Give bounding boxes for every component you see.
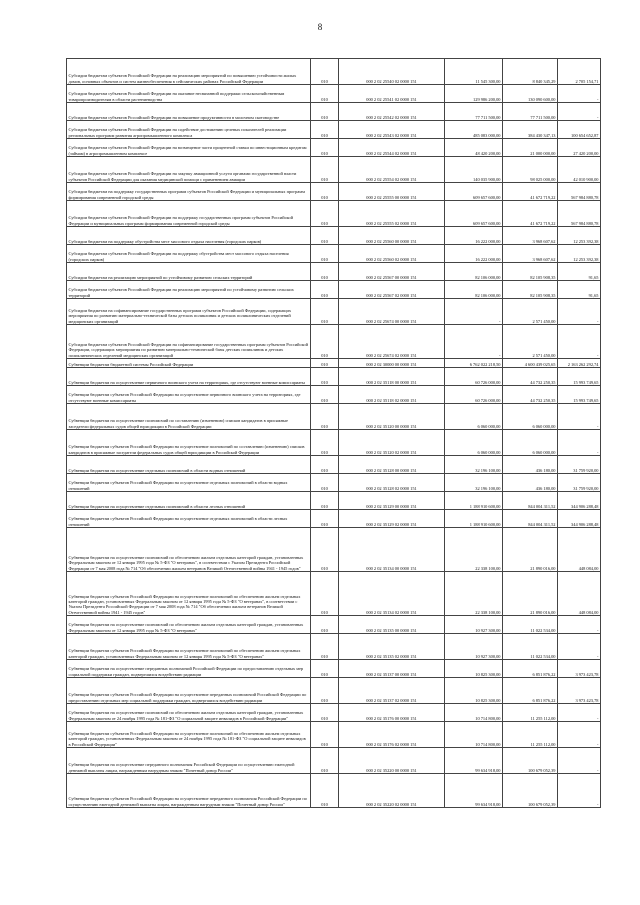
row-unexecuted-amount: 567 984 880,78	[558, 183, 601, 201]
row-approved-amount: 10 714 800,00	[445, 722, 503, 748]
table-row	[67, 634, 601, 660]
table-row	[67, 510, 601, 528]
row-name: Субсидии бюджетам на реализацию мероприятий по устойчивому развитию сельских территорий	[67, 263, 311, 281]
row-unexecuted-amount: -	[558, 616, 601, 634]
row-budget-code: 000 2 02 25544 02 0000 151	[339, 139, 445, 157]
table-row	[67, 281, 601, 299]
row-unexecuted-amount: 3 973 423,78	[558, 660, 601, 678]
row-budget-code: 000 2 02 35134 02 0000 151	[339, 572, 445, 616]
row-unexecuted-amount: 2 163 262 292,74	[558, 359, 601, 368]
table-row	[67, 139, 601, 157]
table-row	[67, 430, 601, 456]
table-row	[67, 201, 601, 227]
row-approved-amount: 82 106 000,00	[445, 263, 503, 281]
row-executed-amount: 130 090 600,00	[503, 85, 558, 103]
row-line-code: 010	[311, 85, 339, 103]
row-unexecuted-amount: 100 654 652,87	[558, 121, 601, 139]
row-line-code: 010	[311, 404, 339, 430]
row-line-code: 010	[311, 572, 339, 616]
row-budget-code: 000 2 02 25567 02 0000 151	[339, 281, 445, 299]
row-name: Субсидии бюджетам на софинансирование государственных программ субъектов Российской Федерации, содержащих мероприятия по развитию материально-технической базы детских поликлиник и детских поликлинических отделений медицинских организаций	[67, 299, 311, 325]
row-name: Субвенции бюджетам на осуществление полномочий по обеспечению жильем отдельных категорий граждан, установленных Федеральным законом от 12 января 1995 года № 5-ФЗ "О ветеранах", в соответствии с Указом Президента Российской Федерации от 7 мая 2008 года № 714 "Об обеспечении жильем ветеранов Великой Отечественной войны 1941 - 1945 годов"	[67, 528, 311, 572]
row-approved-amount: 77 711 500,00	[445, 103, 503, 121]
row-approved-amount: 48 420 200,00	[445, 139, 503, 157]
row-executed-amount: 21 890 016,00	[503, 572, 558, 616]
row-line-code: 010	[311, 281, 339, 299]
row-line-code: 010	[311, 299, 339, 325]
row-line-code: 010	[311, 201, 339, 227]
row-executed-amount: 436 180,00	[503, 456, 558, 474]
row-approved-amount: -	[445, 299, 503, 325]
row-name: Субсидии бюджетам субъектов Российской Федерации на реализацию мероприятий по устойчивому развитию сельских территорий	[67, 281, 311, 299]
row-unexecuted-amount: 15 993 749,65	[558, 368, 601, 386]
page-number: 8	[317, 22, 323, 32]
row-line-code: 010	[311, 245, 339, 263]
row-approved-amount: 6 060 000,00	[445, 430, 503, 456]
row-approved-amount: 11 545 300,00	[445, 59, 503, 85]
row-unexecuted-amount: 12 253 392,38	[558, 245, 601, 263]
row-name: Субвенции бюджетам на осуществление отдельных полномочий в области водных отношений	[67, 456, 311, 474]
row-approved-amount: 6 060 000,00	[445, 404, 503, 430]
table-row	[67, 456, 601, 474]
row-executed-amount: 21 000 000,00	[503, 139, 558, 157]
row-name: Субвенции бюджетам субъектов Российской Федерации на осуществление отдельных полномочий в области лесных отношений	[67, 510, 311, 528]
row-approved-amount: 140 035 900,00	[445, 157, 503, 183]
table-row	[67, 183, 601, 201]
row-budget-code: 000 2 02 35120 02 0000 151	[339, 430, 445, 456]
row-name: Субвенции бюджетам субъектов Российской Федерации на осуществление переданных полномочий Российской Федерации по предоставлению отдельных мер социальной поддержки граждан, подвергшихся воздействию радиации	[67, 678, 311, 704]
row-budget-code: 000 2 02 25542 02 0000 151	[339, 103, 445, 121]
table-row	[67, 157, 601, 183]
row-unexecuted-amount: 344 906 288,48	[558, 510, 601, 528]
row-line-code: 010	[311, 183, 339, 201]
row-unexecuted-amount: 42 010 900,00	[558, 157, 601, 183]
row-executed-amount: 44 732 250,35	[503, 368, 558, 386]
table-row	[67, 59, 601, 85]
row-unexecuted-amount: 31 759 920,00	[558, 456, 601, 474]
row-line-code: 010	[311, 492, 339, 510]
row-approved-amount: 10 714 800,00	[445, 704, 503, 722]
row-approved-amount: 485 083 000,00	[445, 121, 503, 139]
row-line-code: 010	[311, 227, 339, 245]
row-unexecuted-amount: 567 984 880,78	[558, 201, 601, 227]
row-name: Субсидии бюджетам субъектов Российской Федерации на содействие достижению целевых показателей реализации региональных программ развития агропромышленного комплекса	[67, 121, 311, 139]
table-row	[67, 748, 601, 774]
row-line-code: 010	[311, 368, 339, 386]
row-name: Субсидии бюджетам субъектов Российской Федерации на поддержку государственных программ субъектов Российской Федерации и муниципальных программ формирования современной городской среды	[67, 201, 311, 227]
row-executed-amount: 41 672 719,22	[503, 201, 558, 227]
row-executed-amount: 11 255 112,00	[503, 722, 558, 748]
table-row	[67, 660, 601, 678]
table-row	[67, 245, 601, 263]
row-unexecuted-amount: -	[558, 774, 601, 808]
row-name: Субвенции бюджетам на осуществление полномочий по обеспечению жильем отдельных категорий граждан, установленных Федеральным законом от 12 января 1995 года № 5-ФЗ "О ветеранах"	[67, 616, 311, 634]
row-line-code: 010	[311, 616, 339, 634]
row-line-code: 010	[311, 103, 339, 121]
row-unexecuted-amount: -	[558, 299, 601, 325]
row-executed-amount: 98 025 000,00	[503, 157, 558, 183]
row-name: Субвенции бюджетам на осуществление полномочий по обеспечению жильем отдельных категорий граждан, установленных Федеральным законом от 24 ноября 1995 года № 181-ФЗ "О социальной защите инвалидов в Российской Федерации"	[67, 704, 311, 722]
row-executed-amount: 2 571 450,00	[503, 299, 558, 325]
row-unexecuted-amount: -	[558, 404, 601, 430]
row-name: Субвенции бюджетам субъектов Российской Федерации на осуществление полномочий по обеспечению жильем отдельных категорий граждан, установленных Федеральным законом от 12 января 1995 года № 5-ФЗ "О ветеранах", в соответствии с Указом Президента Российской Федерации от 7 мая 2008 года № 714 "Об обеспечении жильем ветеранов Великой Отечественной войны 1941 - 1945 годов"	[67, 572, 311, 616]
row-approved-amount: 82 106 000,00	[445, 281, 503, 299]
row-budget-code: 000 2 02 35120 00 0000 151	[339, 404, 445, 430]
row-budget-code: 000 2 02 25674 02 0000 151	[339, 325, 445, 359]
row-approved-amount: 10 825 300,00	[445, 660, 503, 678]
table-body	[67, 59, 601, 808]
row-line-code: 010	[311, 139, 339, 157]
table-row	[67, 704, 601, 722]
row-executed-amount: 6 851 876,22	[503, 678, 558, 704]
table-row	[67, 103, 601, 121]
row-approved-amount: 10 825 300,00	[445, 678, 503, 704]
row-approved-amount: 22 338 100,00	[445, 528, 503, 572]
row-budget-code: 000 2 02 35128 00 0000 151	[339, 456, 445, 474]
row-budget-code: 000 2 02 35137 00 0000 151	[339, 660, 445, 678]
row-line-code: 010	[311, 528, 339, 572]
table-row	[67, 85, 601, 103]
row-unexecuted-amount: 12 253 392,38	[558, 227, 601, 245]
table-row	[67, 678, 601, 704]
row-executed-amount: 844 004 311,52	[503, 492, 558, 510]
row-name: Субсидии бюджетам на поддержку государственных программ субъектов Российской Федерации и муниципальных программ формирования современной городской среды	[67, 183, 311, 201]
row-budget-code: 000 2 02 35118 02 0000 151	[339, 386, 445, 404]
row-budget-code: 000 2 02 35137 02 0000 151	[339, 678, 445, 704]
table-row	[67, 263, 601, 281]
row-executed-amount: 4 600 439 025,65	[503, 359, 558, 368]
row-approved-amount: 1 188 910 600,00	[445, 492, 503, 510]
row-budget-code: 000 2 02 35134 00 0000 151	[339, 528, 445, 572]
row-unexecuted-amount: 91,65	[558, 281, 601, 299]
row-executed-amount: 21 890 016,00	[503, 528, 558, 572]
row-budget-code: 000 2 02 35118 00 0000 151	[339, 368, 445, 386]
table-row	[67, 404, 601, 430]
row-unexecuted-amount: -	[558, 103, 601, 121]
row-line-code: 010	[311, 59, 339, 85]
row-executed-amount: 100 679 052,39	[503, 748, 558, 774]
row-unexecuted-amount: -	[558, 85, 601, 103]
row-name: Субвенции бюджетам на осуществление переданного полномочия Российской Федерации по осуществлению ежегодной денежной выплаты лицам, награжденным нагрудным знаком "Почетный донор России"	[67, 748, 311, 774]
row-approved-amount: 22 338 100,00	[445, 572, 503, 616]
row-executed-amount: 6 851 876,22	[503, 660, 558, 678]
row-executed-amount: 44 732 250,35	[503, 386, 558, 404]
row-name: Субсидии бюджетам субъектов Российской Федерации на оказание несвязанной поддержки сельскохозяйственным товаропроизводителям в области растениеводства	[67, 85, 311, 103]
row-budget-code: 000 2 02 25540 02 0000 151	[339, 59, 445, 85]
row-name: Субсидии бюджетам субъектов Российской Федерации на софинансирование государственных программ субъектов Российской Федерации, содержащих мероприятия по развитию материально-технической базы детских поликлиник и детских поликлинических отделений медицинских организаций	[67, 325, 311, 359]
row-approved-amount: 16 222 000,00	[445, 245, 503, 263]
table-row	[67, 386, 601, 404]
table-row	[67, 492, 601, 510]
row-executed-amount: 11 022 534,00	[503, 616, 558, 634]
row-name: Субвенции бюджетам на осуществление первичного воинского учета на территориях, где отсутствуют военные комиссариаты	[67, 368, 311, 386]
row-approved-amount: 16 222 000,00	[445, 227, 503, 245]
row-budget-code: 000 2 02 25560 00 0000 151	[339, 227, 445, 245]
budget-table	[66, 58, 601, 808]
row-executed-amount: 6 060 000,00	[503, 430, 558, 456]
row-line-code: 010	[311, 386, 339, 404]
row-budget-code: 000 2 02 35129 00 0000 151	[339, 492, 445, 510]
row-line-code: 010	[311, 474, 339, 492]
row-unexecuted-amount: 31 759 920,00	[558, 474, 601, 492]
row-budget-code: 000 2 02 35128 02 0000 151	[339, 474, 445, 492]
table-row	[67, 528, 601, 572]
row-budget-code: 000 2 02 25555 00 0000 151	[339, 183, 445, 201]
table-row	[67, 722, 601, 748]
row-budget-code: 000 2 02 35135 00 0000 151	[339, 616, 445, 634]
row-budget-code: 000 2 02 35176 00 0000 151	[339, 704, 445, 722]
row-line-code: 010	[311, 325, 339, 359]
row-executed-amount: 8 840 345,29	[503, 59, 558, 85]
row-executed-amount: 11 022 534,00	[503, 634, 558, 660]
row-name: Субсидии бюджетам субъектов Российской Федерации на возмещение части процентной ставки по инвестиционным кредитам (займам) в агропромышленном комплексе	[67, 139, 311, 157]
row-line-code: 010	[311, 121, 339, 139]
row-executed-amount: 82 105 908,35	[503, 263, 558, 281]
row-executed-amount: 82 105 908,35	[503, 281, 558, 299]
row-executed-amount: 11 255 112,00	[503, 704, 558, 722]
row-name: Субвенции бюджетам бюджетной системы Российской Федерации	[67, 359, 311, 368]
row-line-code: 010	[311, 722, 339, 748]
row-approved-amount: 609 657 600,00	[445, 201, 503, 227]
row-name: Субсидии бюджетам субъектов Российской Федерации на закупку авиационной услуги органами государственной власти субъектов Российской Федерации для оказания медицинской помощи с применением авиации	[67, 157, 311, 183]
row-name: Субвенции бюджетам на осуществление полномочий по составлению (изменению) списков кандидатов в присяжные заседатели федеральных судов общей юрисдикции в Российской Федерации	[67, 404, 311, 430]
table-row	[67, 121, 601, 139]
row-unexecuted-amount: -	[558, 748, 601, 774]
row-name: Субвенции бюджетам субъектов Российской Федерации на осуществление отдельных полномочий в области водных отношений	[67, 474, 311, 492]
row-executed-amount: 77 711 500,00	[503, 103, 558, 121]
row-line-code: 010	[311, 774, 339, 808]
row-name: Субсидии бюджетам субъектов Российской Федерации на поддержку обустройства мест массового отдыха населения (городских парков)	[67, 245, 311, 263]
row-approved-amount: -	[445, 325, 503, 359]
row-budget-code: 000 2 02 25554 02 0000 151	[339, 157, 445, 183]
row-approved-amount: 99 634 918,00	[445, 748, 503, 774]
row-approved-amount: 32 196 100,00	[445, 474, 503, 492]
row-executed-amount: 436 180,00	[503, 474, 558, 492]
row-approved-amount: 10 927 300,00	[445, 634, 503, 660]
row-unexecuted-amount: 15 993 749,65	[558, 386, 601, 404]
row-line-code: 010	[311, 704, 339, 722]
table-row	[67, 299, 601, 325]
row-budget-code: 000 2 02 35135 02 0000 151	[339, 634, 445, 660]
row-name: Субвенции бюджетам субъектов Российской Федерации на осуществление первичного воинского учета на территориях, где отсутствуют военные комиссариаты	[67, 386, 311, 404]
row-unexecuted-amount: 448 084,00	[558, 528, 601, 572]
row-executed-amount: 100 679 052,39	[503, 774, 558, 808]
row-approved-amount: 6 762 022 218,50	[445, 359, 503, 368]
row-budget-code: 000 2 02 35176 02 0000 151	[339, 722, 445, 748]
row-unexecuted-amount: 91,65	[558, 263, 601, 281]
row-unexecuted-amount: -	[558, 430, 601, 456]
row-approved-amount: 129 986 200,00	[445, 85, 503, 103]
row-line-code: 010	[311, 456, 339, 474]
table-row	[67, 474, 601, 492]
row-name: Субсидии бюджетам субъектов Российской Федерации на повышение продуктивности в молочном скотоводстве	[67, 103, 311, 121]
row-unexecuted-amount: 27 420 200,00	[558, 139, 601, 157]
row-line-code: 010	[311, 359, 339, 368]
row-unexecuted-amount: 3 973 423,78	[558, 678, 601, 704]
row-budget-code: 000 2 02 25560 02 0000 151	[339, 245, 445, 263]
row-line-code: 010	[311, 634, 339, 660]
row-unexecuted-amount: 344 906 288,48	[558, 492, 601, 510]
row-approved-amount: 1 188 910 600,00	[445, 510, 503, 528]
table-row	[67, 368, 601, 386]
row-budget-code: 000 2 02 25567 00 0000 151	[339, 263, 445, 281]
row-name: Субвенции бюджетам на осуществление отдельных полномочий в области лесных отношений	[67, 492, 311, 510]
row-executed-amount: 6 060 000,00	[503, 404, 558, 430]
row-executed-amount: 41 672 719,22	[503, 183, 558, 201]
row-budget-code: 000 2 02 25541 02 0000 151	[339, 85, 445, 103]
row-approved-amount: 60 726 000,00	[445, 368, 503, 386]
row-line-code: 010	[311, 678, 339, 704]
row-budget-code: 000 2 02 25555 02 0000 151	[339, 201, 445, 227]
row-name: Субвенции бюджетам субъектов Российской Федерации на осуществление полномочий по обеспечению жильем отдельных категорий граждан, установленных Федеральным законом от 12 января 1995 года № 5-ФЗ "О ветеранах"	[67, 634, 311, 660]
row-name: Субвенции бюджетам субъектов Российской Федерации на осуществление полномочий по составлению (изменению) списков кандидатов в присяжные заседатели федеральных судов общей юрисдикции в Российской Федерации	[67, 430, 311, 456]
row-executed-amount: 3 968 607,62	[503, 245, 558, 263]
table-row	[67, 227, 601, 245]
row-approved-amount: 60 726 000,00	[445, 386, 503, 404]
row-line-code: 010	[311, 510, 339, 528]
row-executed-amount: 3 968 607,62	[503, 227, 558, 245]
table-row	[67, 616, 601, 634]
row-name: Субсидии бюджетам на поддержку обустройства мест массового отдыха населения (городских парков)	[67, 227, 311, 245]
row-unexecuted-amount: -	[558, 634, 601, 660]
row-approved-amount: 10 927 300,00	[445, 616, 503, 634]
row-unexecuted-amount: 448 084,00	[558, 572, 601, 616]
row-budget-code: 000 2 02 35220 00 0000 151	[339, 748, 445, 774]
row-budget-code: 000 2 02 35129 02 0000 151	[339, 510, 445, 528]
row-unexecuted-amount: -	[558, 722, 601, 748]
row-budget-code: 000 2 02 35220 02 0000 151	[339, 774, 445, 808]
row-executed-amount: 384 430 347,13	[503, 121, 558, 139]
row-line-code: 010	[311, 430, 339, 456]
row-name: Субсидии бюджетам субъектов Российской Федерации на реализацию мероприятий по повышению устойчивости жилых домов, основных объектов и систем жизнеобеспечения в сейсмических районах Российской Федерации	[67, 59, 311, 85]
row-budget-code: 000 2 02 25543 02 0000 151	[339, 121, 445, 139]
row-approved-amount: 99 634 918,00	[445, 774, 503, 808]
row-budget-code: 000 2 02 30000 00 0000 151	[339, 359, 445, 368]
table-row	[67, 774, 601, 808]
table-row	[67, 325, 601, 359]
row-approved-amount: 32 196 100,00	[445, 456, 503, 474]
row-name: Субвенции бюджетам на осуществление переданных полномочий Российской Федерации по предоставлению отдельных мер социальной поддержки граждан, подвергшихся воздействию радиации	[67, 660, 311, 678]
row-name: Субвенции бюджетам субъектов Российской Федерации на осуществление переданного полномочия Российской Федерации по осуществлению ежегодной денежной выплаты лицам, награжденным нагрудным знаком "Почетный донор России"	[67, 774, 311, 808]
table-row	[67, 572, 601, 616]
row-approved-amount: 609 657 600,00	[445, 183, 503, 201]
row-line-code: 010	[311, 263, 339, 281]
row-budget-code: 000 2 02 25674 00 0000 151	[339, 299, 445, 325]
row-unexecuted-amount: -	[558, 704, 601, 722]
row-line-code: 010	[311, 660, 339, 678]
row-line-code: 010	[311, 748, 339, 774]
row-executed-amount: 844 004 311,52	[503, 510, 558, 528]
row-unexecuted-amount: -	[558, 325, 601, 359]
row-unexecuted-amount: 2 705 154,71	[558, 59, 601, 85]
row-name: Субвенции бюджетам субъектов Российской Федерации на осуществление полномочий по обеспечению жильем отдельных категорий граждан, установленных Федеральным законом от 24 ноября 1995 года № 181-ФЗ "О социальной защите инвалидов в Российской Федерации"	[67, 722, 311, 748]
table-row	[67, 359, 601, 368]
row-line-code: 010	[311, 157, 339, 183]
row-executed-amount: 2 571 450,00	[503, 325, 558, 359]
